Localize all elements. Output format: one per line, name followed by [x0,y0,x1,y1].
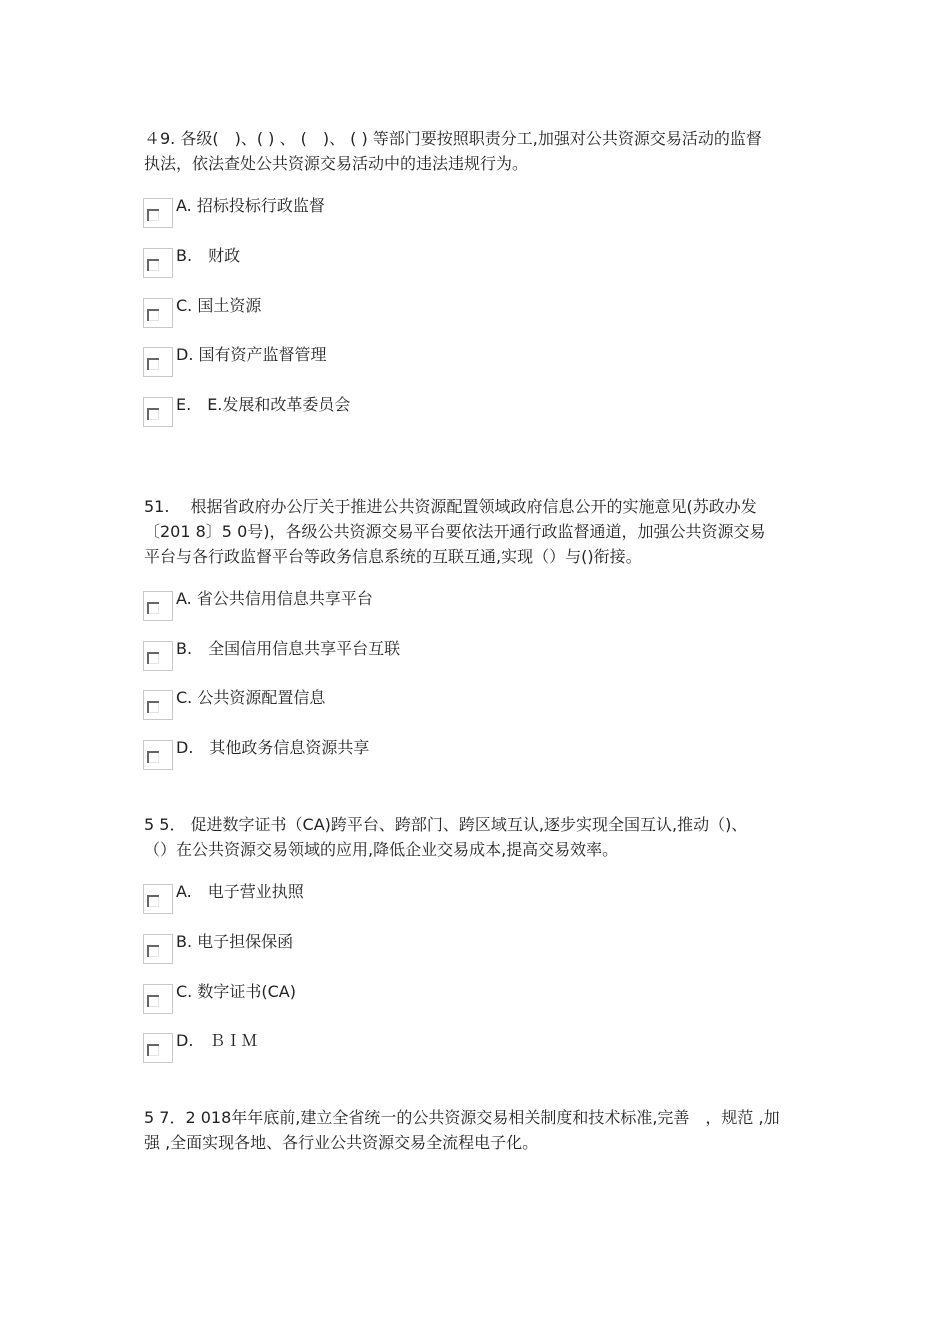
checkbox-icon[interactable] [143,591,173,621]
question-line: 〔201 8〕5 0号)，各级公共资源交易平台要依法开通行政监督通道，加强公共资源交易 [144,522,766,541]
q49-option-d[interactable] [143,347,327,380]
checkbox-icon[interactable] [143,740,173,770]
checkbox-icon[interactable] [143,984,173,1014]
question-51-text [144,494,808,569]
option-label: A. 招标投标行政监督 [176,196,325,215]
option-label: E. E.发展和改革委员会 [176,395,351,414]
q49-option-b[interactable] [143,248,240,281]
q49-option-c[interactable] [143,298,261,331]
option-label: A. 电子营业执照 [176,882,304,901]
q51-option-b[interactable] [143,641,400,674]
option-label: B. 电子担保保函 [176,932,294,951]
question-49-text [144,126,808,176]
q55-option-a[interactable] [143,884,304,917]
option-label: C. 国土资源 [176,296,262,315]
checkbox-icon[interactable] [143,298,173,328]
checkbox-icon[interactable] [143,397,173,427]
option-label: A. 省公共信用信息共享平台 [176,589,373,608]
checkbox-icon[interactable] [143,248,173,278]
question-line: 执法，依法查处公共资源交易活动中的违法违规行为。 [144,154,529,173]
q49-option-e[interactable] [143,397,350,430]
option-label: C. 公共资源配置信息 [176,688,326,707]
question-line: 5 7．2 018年年底前,建立全省统一的公共资源交易相关制度和技术标准,完善 ，规范 ,加 [144,1108,780,1127]
question-line: （）在公共资源交易领域的应用,降低企业交易成本,提高交易效率。 [144,840,619,859]
question-57-text [144,1105,808,1155]
question-line: ４9. 各级( )、( ) 、 ( )、 ( ) 等部门要按照职责分工,加强对公共资源交易活动的监督 [144,129,762,148]
checkbox-icon[interactable] [143,198,173,228]
question-55-text [144,812,808,862]
q55-option-d[interactable] [143,1033,257,1066]
q49-option-a[interactable] [143,198,325,231]
option-label: D. ＢＩＭ [176,1031,258,1050]
question-line: 5 5． 促进数字证书（CA)跨平台、跨部门、跨区域互认,逐步实现全国互认,推动（)、 [144,815,748,834]
q51-option-c[interactable] [143,690,325,723]
option-label: B. 财政 [176,246,241,265]
question-line: 51. 根据省政府办公厅关于推进公共资源配置领域政府信息公开的实施意见(苏政办发 [144,497,757,516]
q51-option-a[interactable] [143,591,373,624]
q55-option-b[interactable] [143,934,293,967]
checkbox-icon[interactable] [143,690,173,720]
option-label: D. 国有资产监督管理 [176,345,327,364]
checkbox-icon[interactable] [143,884,173,914]
option-label: C. 数字证书(CA) [176,982,296,1001]
question-line: 强 ,全面实现各地、各行业公共资源交易全流程电子化。 [144,1133,539,1152]
q51-option-d[interactable] [143,740,369,773]
option-label: B. 全国信用信息共享平台互联 [176,639,401,658]
option-label: D. 其他政务信息资源共享 [176,738,370,757]
q55-option-c[interactable] [143,984,296,1017]
question-line: 平台与各行政监督平台等政务信息系统的互联互通,实现（）与()衔接。 [144,547,642,566]
checkbox-icon[interactable] [143,641,173,671]
checkbox-icon[interactable] [143,934,173,964]
checkbox-icon[interactable] [143,347,173,377]
checkbox-icon[interactable] [143,1033,173,1063]
